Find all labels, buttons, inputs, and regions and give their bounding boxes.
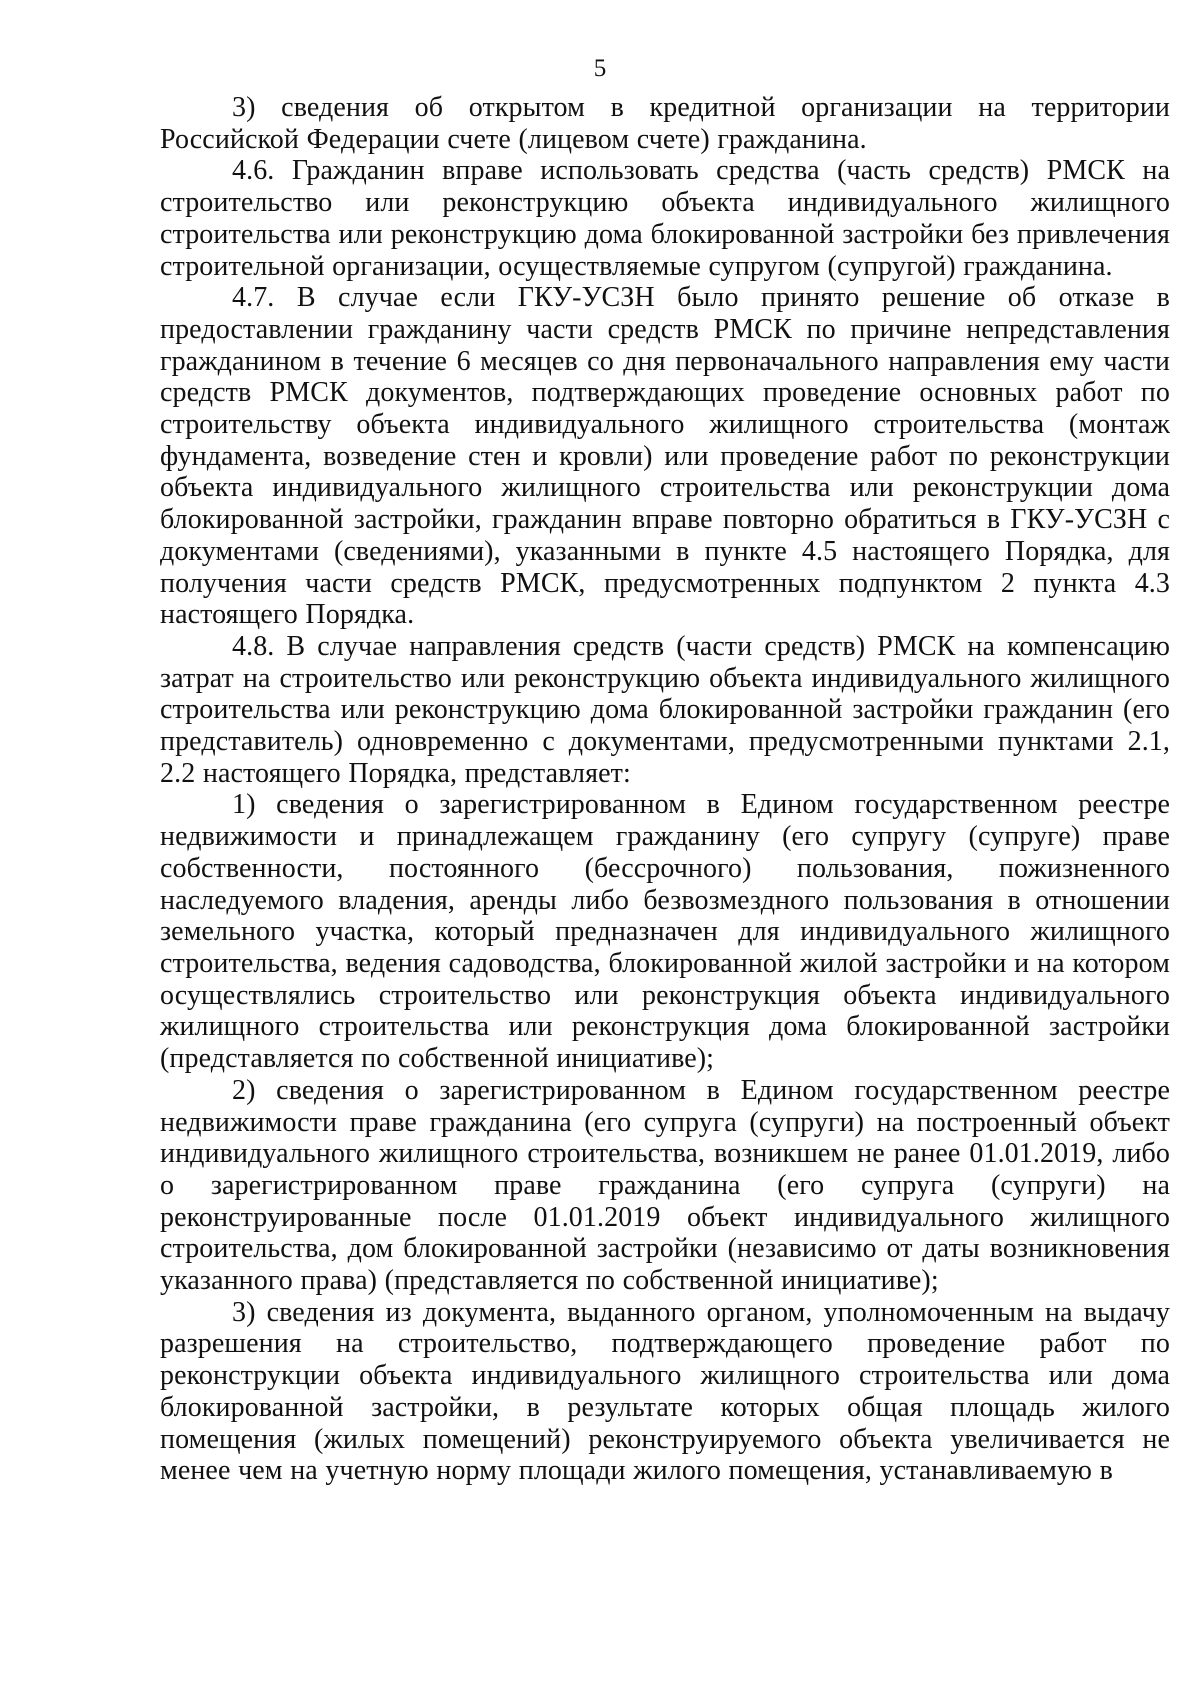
paragraph-4-6: 4.6. Гражданин вправе использовать средства (часть средств) РМСК на строительство или реконструкцию объекта индивидуального жилищного строительства или реконструкцию дома блокированной застройки без привлечения строительной организации, осуществляемые супругом (супругой) гражданина. [160,155,1170,282]
list-item-2-ownership-rights: 2) сведения о зарегистрированном в Едином государственном реестре недвижимости праве гражданина (его супруга (супруги) на построенный объект индивидуального жилищного строительства, возникшем не ранее 01.01.2019, либо о зарегистрированном праве гражданина (его супруга (супруги) на реконструированные после 01.01.2019 объект индивидуального жилищного строительства, дом блокированной застройки (независимо от даты возникновения указанного права) (представляется по собственной инициативе); [160,1074,1170,1297]
list-item-3-reconstruction-document: 3) сведения из документа, выданного органом, уполномоченным на выдачу разрешения на строительство, подтверждающего проведение работ по реконструкции объекта индивидуального жилищного строительства или дома блокированной застройки, в результате которых общая площадь жилого помещения (жилых помещений) реконструируемого объекта увеличивается не менее чем на учетную норму площади жилого помещения, устанавливаемую в [160,1296,1170,1487]
paragraph-3-bank-account: 3) сведения об открытом в кредитной организации на территории Российской Федерации счете (лицевом счете) гражданина. [160,92,1170,155]
document-body [160,92,1170,1487]
paragraph-4-8: 4.8. В случае направления средств (части средств) РМСК на компенсацию затрат на строительство или реконструкцию объекта индивидуального жилищного строительства или реконструкцию дома блокированной застройки гражданин (его представитель) одновременно с документами, предусмотренными пунктами 2.1, 2.2 настоящего Порядка, представляет: [160,630,1170,789]
page-number: 5 [593,55,607,82]
list-item-1-land-rights: 1) сведения о зарегистрированном в Едином государственном реестре недвижимости и принадлежащем гражданину (его супругу (супруге) праве собственности, постоянного (бессрочного) пользования, пожизненного наследуемого владения, аренды либо безвозмездного пользования в отношении земельного участка, который предназначен для индивидуального жилищного строительства, ведения садоводства, блокированной жилой застройки и на котором осуществлялись строительство или реконструкция объекта индивидуального жилищного строительства или реконструкция дома блокированной застройки (представляется по собственной инициативе); [160,789,1170,1075]
paragraph-4-7: 4.7. В случае если ГКУ-УСЗН было принято решение об отказе в предоставлении гражданину части средств РМСК по причине непредставления гражданином в течение 6 месяцев со дня первоначального направления ему части средств РМСК документов, подтверждающих проведение основных работ по строительству объекта индивидуального жилищного строительства (монтаж фундамента, возведение стен и кровли) или проведение работ по реконструкции объекта индивидуального жилищного строительства или реконструкции дома блокированной застройки, гражданин вправе повторно обратиться в ГКУ-УСЗН с документами (сведениями), указанными в пункте 4.5 настоящего Порядка, для получения части средств РМСК, предусмотренных подпунктом 2 пункта 4.3 настоящего Порядка. [160,282,1170,631]
